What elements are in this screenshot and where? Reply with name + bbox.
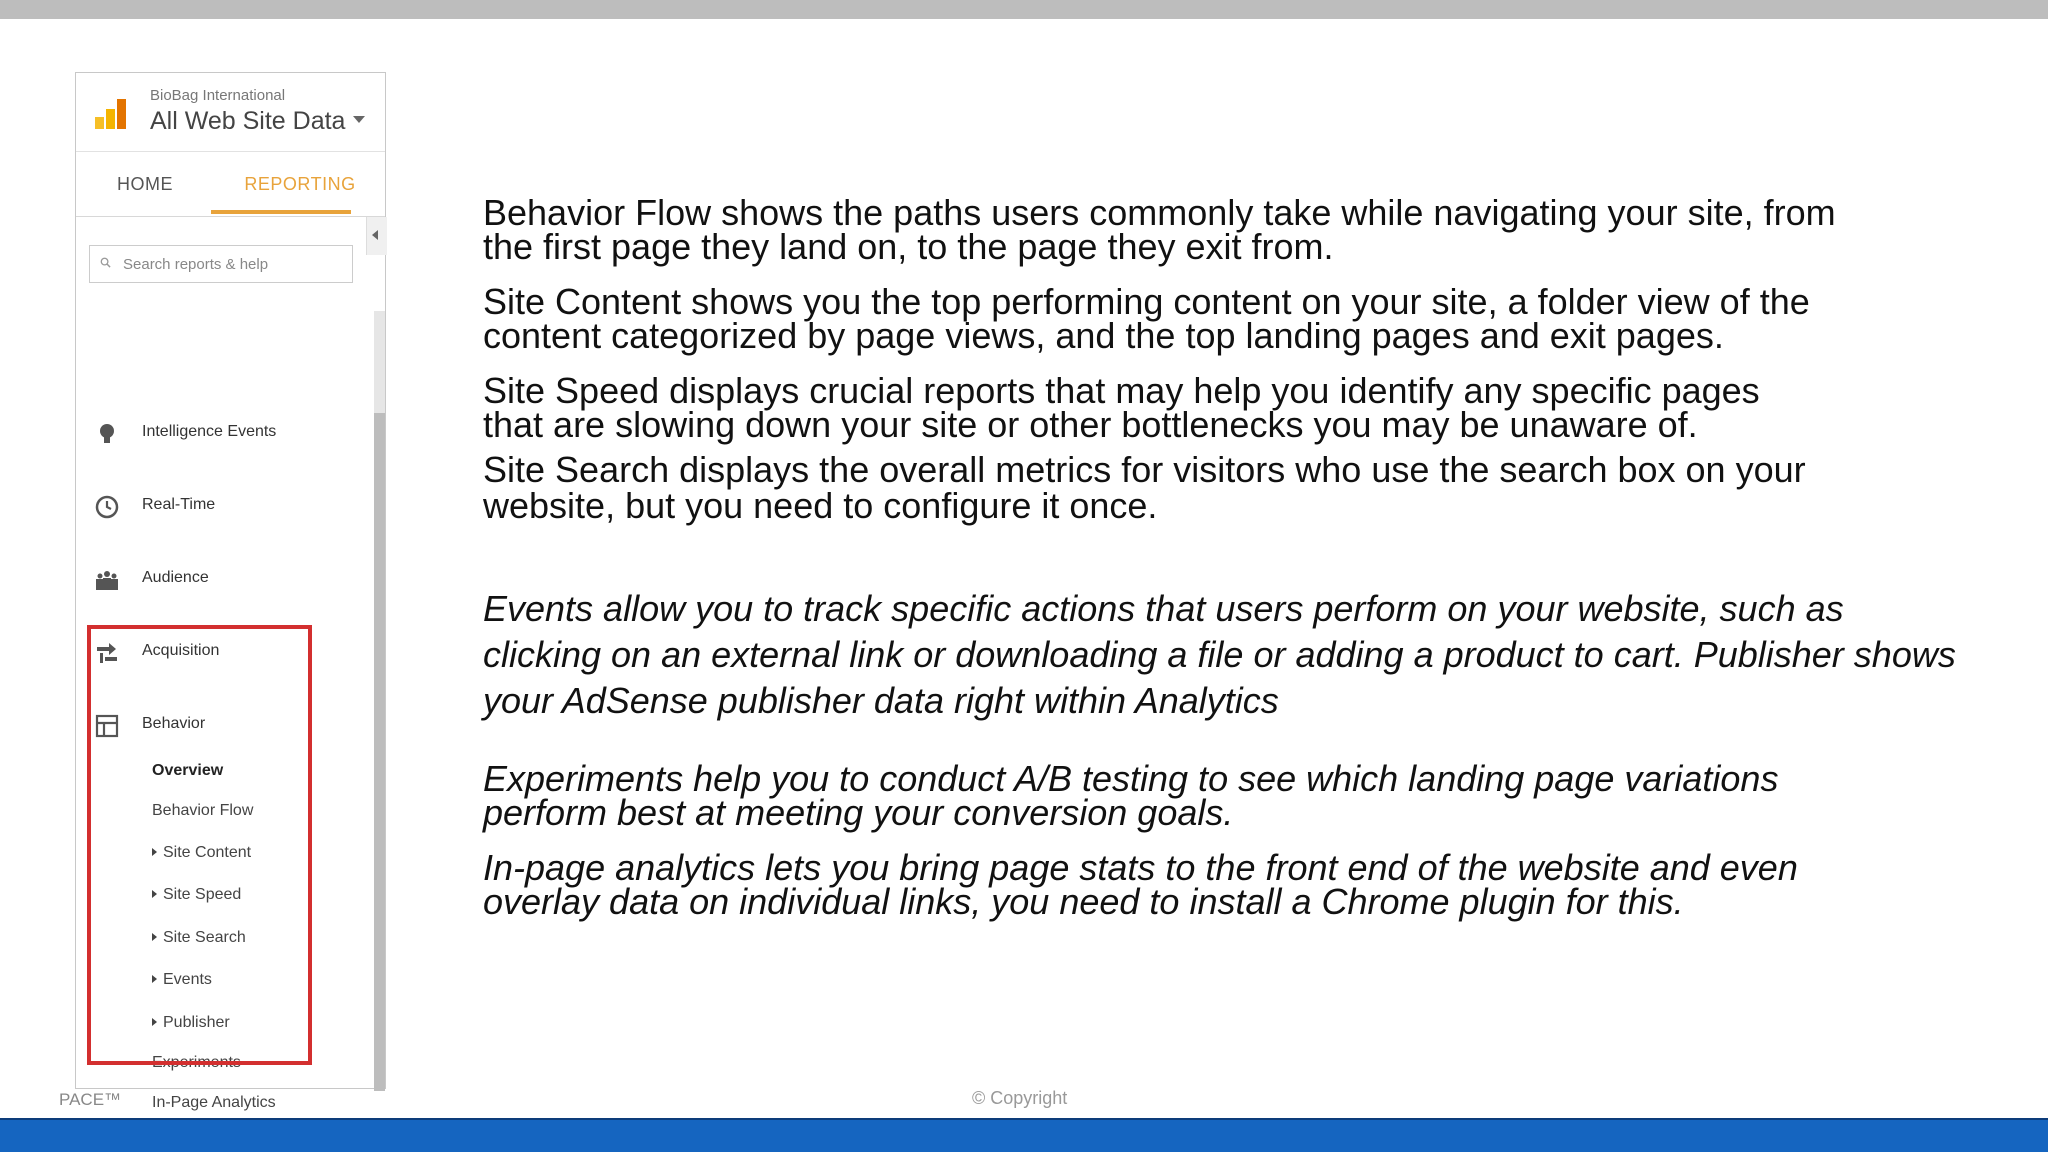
caret-down-icon <box>353 116 365 123</box>
people-icon <box>94 567 120 593</box>
in-page-analytics-paragraph <box>483 847 1798 922</box>
site-search-paragraph <box>483 449 1806 526</box>
text-line: the first page they land on, to the page they exit from. <box>483 226 1334 267</box>
text-line: overlay data on individual links, you need to install a Chrome plugin for this. <box>483 881 1684 922</box>
account-name: BioBag International <box>150 87 286 104</box>
search-icon <box>100 257 111 268</box>
site-speed-paragraph <box>483 370 1760 445</box>
text-line: perform best at meeting your conversion goals. <box>483 792 1234 833</box>
sub-label: Site Search <box>163 929 246 946</box>
tab-home[interactable]: HOME <box>117 174 173 194</box>
text-line: Behavior Flow shows the paths users commonly take while navigating your site, from <box>483 192 1836 233</box>
nav-label: Acquisition <box>142 642 220 659</box>
property-name: All Web Site Data <box>150 107 346 135</box>
events-publisher-paragraph <box>483 586 1956 724</box>
sub-behavior-flow[interactable]: Behavior Flow <box>152 802 254 819</box>
scrollbar-thumb[interactable] <box>374 413 385 1091</box>
sub-label: Site Content <box>163 844 252 861</box>
text-line: your AdSense publisher data right within Analytics <box>483 680 1279 721</box>
footer-copyright: © Copyright <box>972 1088 1068 1108</box>
nav-label: Intelligence Events <box>142 423 277 440</box>
experiments-paragraph <box>483 758 1779 833</box>
sub-label: Publisher <box>163 1014 230 1031</box>
bottom-bar <box>0 1120 2048 1152</box>
lightbulb-icon <box>94 421 120 447</box>
text-line: that are slowing down your site or other bottlenecks you may be unaware of. <box>483 404 1698 445</box>
footer-brand: PACE™ <box>59 1090 122 1109</box>
clock-icon <box>94 494 120 520</box>
text-line: clicking on an external link or downloading a file or adding a product to cart. Publisher shows <box>483 634 1956 675</box>
search-reports-input[interactable] <box>89 245 353 283</box>
sub-in-page-analytics[interactable]: In-Page Analytics <box>152 1094 276 1111</box>
behavior-highlight-box <box>87 625 312 1065</box>
tab-reporting[interactable]: REPORTING <box>244 174 356 194</box>
collapse-sidebar-button[interactable] <box>366 217 387 255</box>
text-line: Site Search displays the overall metrics for visitors who use the search box on your <box>483 449 1806 490</box>
site-content-paragraph <box>483 281 1810 356</box>
nav-intelligence-events[interactable] <box>76 413 356 453</box>
search-placeholder: Search reports & help <box>123 256 269 273</box>
sub-label: Site Speed <box>163 886 242 903</box>
text-line: content categorized by page views, and the top landing pages and exit pages. <box>483 315 1724 356</box>
text-line: website, but you need to configure it once. <box>483 485 1158 526</box>
nav-audience[interactable] <box>76 559 356 599</box>
property-header[interactable] <box>76 73 385 150</box>
text-line: In-page analytics lets you bring page stats to the front end of the website and even <box>483 847 1798 888</box>
chevron-left-icon <box>372 230 378 240</box>
nav-real-time[interactable] <box>76 486 356 526</box>
text-line: Experiments help you to conduct A/B testing to see which landing page variations <box>483 758 1779 799</box>
main-tabs <box>76 151 385 217</box>
text-line: Site Content shows you the top performing content on your site, a folder view of the <box>483 281 1810 322</box>
top-bar <box>0 0 2048 19</box>
text-line: Site Speed displays crucial reports that may help you identify any specific pages <box>483 370 1760 411</box>
nav-label: Audience <box>142 569 209 586</box>
nav-label: Behavior <box>142 715 206 732</box>
behavior-flow-paragraph <box>483 192 1836 267</box>
sub-experiments[interactable]: Experiments <box>152 1054 241 1071</box>
sub-label: Events <box>163 971 212 988</box>
property-selector[interactable] <box>150 107 365 136</box>
active-tab-indicator <box>211 210 351 214</box>
analytics-logo-icon <box>93 95 129 131</box>
sub-overview[interactable]: Overview <box>152 762 224 779</box>
nav-label: Real-Time <box>142 496 216 513</box>
text-line: Events allow you to track specific actions that users perform on your website, such as <box>483 588 1844 629</box>
